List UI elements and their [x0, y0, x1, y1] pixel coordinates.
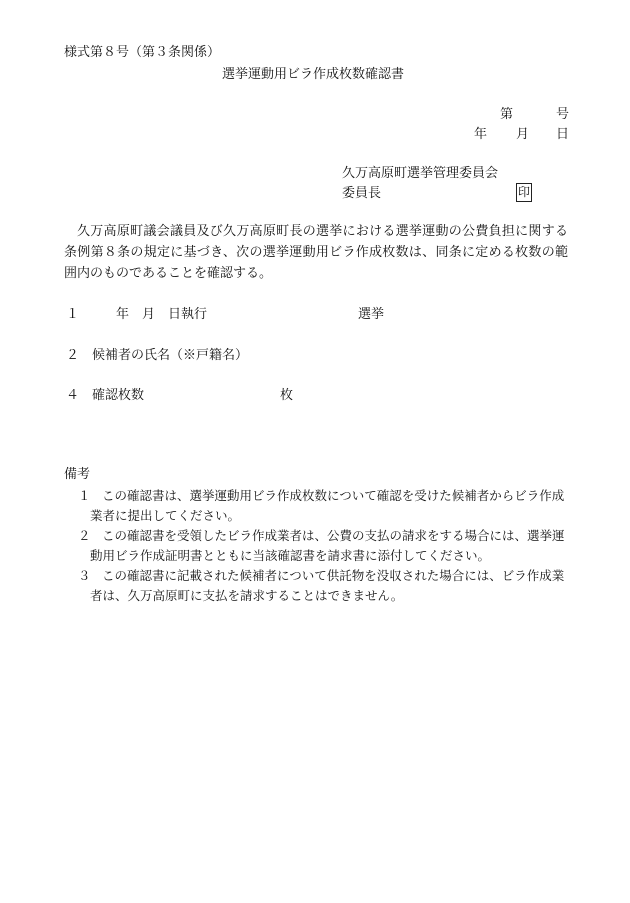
notes-list: [78, 486, 570, 606]
note-item: [78, 566, 570, 606]
note-number: ２: [78, 528, 91, 543]
note-item: [78, 526, 570, 566]
note-text: この確認書に記載された候補者について供託物を没収された場合には、ビラ作成業者は、久万高原町に支払を請求することはできません。: [90, 568, 565, 603]
form-number: 様式第８号（第３条関係）: [64, 45, 221, 60]
document-number-line: [500, 105, 569, 125]
item1-number: １: [66, 307, 80, 322]
item1-election: 選挙: [358, 307, 385, 322]
item4-number: ４: [66, 388, 80, 403]
item-election-date: [66, 305, 384, 325]
date-year: 年: [474, 127, 488, 142]
seal-box: 印: [516, 183, 532, 202]
item4-unit: 枚: [280, 388, 294, 403]
date-day: 日: [556, 127, 570, 142]
notes-title: 備考: [64, 467, 91, 482]
number-prefix: 第: [500, 107, 514, 122]
item-candidate-name: [66, 346, 248, 366]
date-month: 月: [516, 127, 530, 142]
number-suffix: 号: [556, 107, 570, 122]
date-line: [474, 125, 569, 145]
note-text: この確認書を受領したビラ作成業者は、公費の支払の請求をする場合には、選挙運動用ビラ作成証明書とともに当該確認書を請求書に添付してください。: [90, 528, 565, 563]
note-number: ３: [78, 568, 91, 583]
item2-number: ２: [66, 348, 80, 363]
item1-date: 年 月 日執行: [116, 307, 208, 322]
note-text: この確認書は、選挙運動用ビラ作成枚数について確認を受けた候補者からビラ作成業者に提出してください。: [90, 488, 565, 523]
item4-label: 確認枚数: [92, 388, 145, 403]
item2-label: 候補者の氏名（※戸籍名）: [92, 348, 249, 363]
document-title: 選挙運動用ビラ作成枚数確認書: [222, 67, 405, 82]
note-item: [78, 486, 570, 526]
issuer-organization: 久万高原町選挙管理委員会: [342, 166, 499, 181]
chair-title: 委員長: [342, 186, 382, 201]
body-paragraph: 久万高原町議会議員及び久万高原町長の選挙における選挙運動の公費負担に関する条例第８条の規定に基づき、次の選挙運動用ビラ作成枚数は、同条に定める枚数の範囲内のものであることを確認する。: [64, 224, 568, 281]
note-number: １: [78, 488, 91, 503]
item-confirmed-count: [66, 386, 293, 406]
